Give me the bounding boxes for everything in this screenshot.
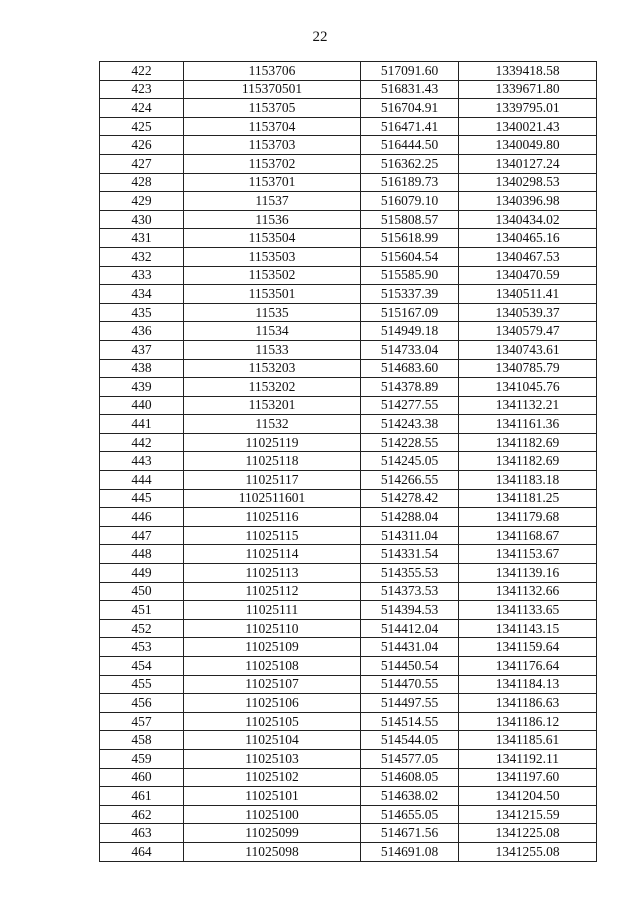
point-id-cell: 11025110 — [184, 619, 361, 638]
table-row — [100, 749, 597, 768]
y-coordinate-cell: 1341181.25 — [459, 489, 597, 508]
table-row — [100, 285, 597, 304]
table-row — [100, 619, 597, 638]
y-coordinate-cell: 1341161.36 — [459, 415, 597, 434]
table-row — [100, 210, 597, 229]
point-number-cell: 448 — [100, 545, 184, 564]
y-coordinate-cell: 1341255.08 — [459, 842, 597, 861]
point-number-cell: 428 — [100, 173, 184, 192]
x-coordinate-cell: 516189.73 — [361, 173, 459, 192]
x-coordinate-cell: 515337.39 — [361, 285, 459, 304]
point-id-cell: 11025116 — [184, 508, 361, 527]
y-coordinate-cell: 1340396.98 — [459, 192, 597, 211]
y-coordinate-cell: 1339795.01 — [459, 99, 597, 118]
y-coordinate-cell: 1339418.58 — [459, 62, 597, 81]
point-id-cell: 1153202 — [184, 378, 361, 397]
point-id-cell: 1153702 — [184, 154, 361, 173]
table-row — [100, 433, 597, 452]
table-row — [100, 303, 597, 322]
table-row — [100, 192, 597, 211]
point-number-cell: 432 — [100, 247, 184, 266]
x-coordinate-cell: 514733.04 — [361, 340, 459, 359]
point-number-cell: 444 — [100, 471, 184, 490]
point-number-cell: 463 — [100, 824, 184, 843]
point-number-cell: 437 — [100, 340, 184, 359]
y-coordinate-cell: 1341186.12 — [459, 712, 597, 731]
point-id-cell: 1153701 — [184, 173, 361, 192]
x-coordinate-cell: 514671.56 — [361, 824, 459, 843]
x-coordinate-cell: 516704.91 — [361, 99, 459, 118]
y-coordinate-cell: 1341215.59 — [459, 805, 597, 824]
point-id-cell: 11025113 — [184, 564, 361, 583]
point-id-cell: 1153201 — [184, 396, 361, 415]
y-coordinate-cell: 1341143.15 — [459, 619, 597, 638]
table-row — [100, 136, 597, 155]
point-id-cell: 11025099 — [184, 824, 361, 843]
x-coordinate-cell: 514266.55 — [361, 471, 459, 490]
point-id-cell: 1153705 — [184, 99, 361, 118]
point-number-cell: 457 — [100, 712, 184, 731]
x-coordinate-cell: 514683.60 — [361, 359, 459, 378]
y-coordinate-cell: 1341132.66 — [459, 582, 597, 601]
table-row — [100, 378, 597, 397]
point-id-cell: 11025112 — [184, 582, 361, 601]
y-coordinate-cell: 1340579.47 — [459, 322, 597, 341]
coordinates-table — [99, 61, 597, 862]
y-coordinate-cell: 1341182.69 — [459, 452, 597, 471]
x-coordinate-cell: 514577.05 — [361, 749, 459, 768]
y-coordinate-cell: 1339671.80 — [459, 80, 597, 99]
point-id-cell: 11025105 — [184, 712, 361, 731]
point-id-cell: 11025102 — [184, 768, 361, 787]
point-id-cell: 11534 — [184, 322, 361, 341]
point-number-cell: 427 — [100, 154, 184, 173]
point-number-cell: 441 — [100, 415, 184, 434]
point-number-cell: 434 — [100, 285, 184, 304]
point-number-cell: 453 — [100, 638, 184, 657]
point-number-cell: 422 — [100, 62, 184, 81]
point-id-cell: 11025101 — [184, 787, 361, 806]
point-id-cell: 1153203 — [184, 359, 361, 378]
y-coordinate-cell: 1340465.16 — [459, 229, 597, 248]
point-number-cell: 451 — [100, 601, 184, 620]
point-number-cell: 462 — [100, 805, 184, 824]
point-number-cell: 430 — [100, 210, 184, 229]
x-coordinate-cell: 516079.10 — [361, 192, 459, 211]
point-id-cell: 115370501 — [184, 80, 361, 99]
point-id-cell: 1102511601 — [184, 489, 361, 508]
x-coordinate-cell: 516831.43 — [361, 80, 459, 99]
table-row — [100, 768, 597, 787]
point-number-cell: 449 — [100, 564, 184, 583]
x-coordinate-cell: 514394.53 — [361, 601, 459, 620]
point-id-cell: 11025103 — [184, 749, 361, 768]
point-number-cell: 456 — [100, 694, 184, 713]
point-number-cell: 452 — [100, 619, 184, 638]
x-coordinate-cell: 515604.54 — [361, 247, 459, 266]
y-coordinate-cell: 1341179.68 — [459, 508, 597, 527]
y-coordinate-cell: 1341153.67 — [459, 545, 597, 564]
point-id-cell: 11025117 — [184, 471, 361, 490]
table-row — [100, 415, 597, 434]
point-number-cell: 445 — [100, 489, 184, 508]
table-row — [100, 489, 597, 508]
x-coordinate-cell: 514514.55 — [361, 712, 459, 731]
y-coordinate-cell: 1341185.61 — [459, 731, 597, 750]
point-id-cell: 11536 — [184, 210, 361, 229]
point-number-cell: 455 — [100, 675, 184, 694]
point-id-cell: 11025115 — [184, 526, 361, 545]
table-row — [100, 508, 597, 527]
table-row — [100, 712, 597, 731]
y-coordinate-cell: 1340511.41 — [459, 285, 597, 304]
table-row — [100, 731, 597, 750]
y-coordinate-cell: 1341183.18 — [459, 471, 597, 490]
table-row — [100, 675, 597, 694]
point-id-cell: 11532 — [184, 415, 361, 434]
x-coordinate-cell: 514331.54 — [361, 545, 459, 564]
table-row — [100, 340, 597, 359]
point-id-cell: 11025100 — [184, 805, 361, 824]
point-number-cell: 458 — [100, 731, 184, 750]
x-coordinate-cell: 514278.42 — [361, 489, 459, 508]
table-row — [100, 99, 597, 118]
x-coordinate-cell: 514655.05 — [361, 805, 459, 824]
point-id-cell: 11025118 — [184, 452, 361, 471]
y-coordinate-cell: 1340021.43 — [459, 117, 597, 136]
table-row — [100, 173, 597, 192]
x-coordinate-cell: 517091.60 — [361, 62, 459, 81]
point-id-cell: 11025114 — [184, 545, 361, 564]
x-coordinate-cell: 515618.99 — [361, 229, 459, 248]
table-row — [100, 359, 597, 378]
point-number-cell: 423 — [100, 80, 184, 99]
point-id-cell: 11025104 — [184, 731, 361, 750]
point-number-cell: 433 — [100, 266, 184, 285]
point-number-cell: 446 — [100, 508, 184, 527]
point-id-cell: 11025119 — [184, 433, 361, 452]
point-number-cell: 442 — [100, 433, 184, 452]
point-number-cell: 438 — [100, 359, 184, 378]
x-coordinate-cell: 514638.02 — [361, 787, 459, 806]
x-coordinate-cell: 514412.04 — [361, 619, 459, 638]
table-row — [100, 805, 597, 824]
point-number-cell: 424 — [100, 99, 184, 118]
x-coordinate-cell: 514378.89 — [361, 378, 459, 397]
table-row — [100, 322, 597, 341]
point-id-cell: 1153706 — [184, 62, 361, 81]
table-row — [100, 657, 597, 676]
x-coordinate-cell: 516471.41 — [361, 117, 459, 136]
x-coordinate-cell: 516444.50 — [361, 136, 459, 155]
table-row — [100, 638, 597, 657]
y-coordinate-cell: 1341192.11 — [459, 749, 597, 768]
point-id-cell: 11533 — [184, 340, 361, 359]
y-coordinate-cell: 1340785.79 — [459, 359, 597, 378]
point-number-cell: 425 — [100, 117, 184, 136]
table-row — [100, 229, 597, 248]
x-coordinate-cell: 514544.05 — [361, 731, 459, 750]
point-number-cell: 426 — [100, 136, 184, 155]
table-row — [100, 247, 597, 266]
y-coordinate-cell: 1340298.53 — [459, 173, 597, 192]
point-number-cell: 464 — [100, 842, 184, 861]
x-coordinate-cell: 515167.09 — [361, 303, 459, 322]
table-row — [100, 80, 597, 99]
point-id-cell: 11025098 — [184, 842, 361, 861]
point-id-cell: 11025106 — [184, 694, 361, 713]
y-coordinate-cell: 1341182.69 — [459, 433, 597, 452]
x-coordinate-cell: 514608.05 — [361, 768, 459, 787]
x-coordinate-cell: 514311.04 — [361, 526, 459, 545]
y-coordinate-cell: 1341159.64 — [459, 638, 597, 657]
y-coordinate-cell: 1341176.64 — [459, 657, 597, 676]
x-coordinate-cell: 514243.38 — [361, 415, 459, 434]
point-number-cell: 439 — [100, 378, 184, 397]
table-row — [100, 824, 597, 843]
y-coordinate-cell: 1341168.67 — [459, 526, 597, 545]
table-row — [100, 452, 597, 471]
point-id-cell: 1153501 — [184, 285, 361, 304]
point-number-cell: 460 — [100, 768, 184, 787]
y-coordinate-cell: 1340127.24 — [459, 154, 597, 173]
table-row — [100, 564, 597, 583]
y-coordinate-cell: 1340049.80 — [459, 136, 597, 155]
x-coordinate-cell: 514245.05 — [361, 452, 459, 471]
y-coordinate-cell: 1341132.21 — [459, 396, 597, 415]
x-coordinate-cell: 514450.54 — [361, 657, 459, 676]
point-id-cell: 1153504 — [184, 229, 361, 248]
point-id-cell: 11535 — [184, 303, 361, 322]
point-number-cell: 436 — [100, 322, 184, 341]
coordinates-table-body — [100, 62, 597, 862]
x-coordinate-cell: 514497.55 — [361, 694, 459, 713]
y-coordinate-cell: 1341197.60 — [459, 768, 597, 787]
y-coordinate-cell: 1341139.16 — [459, 564, 597, 583]
x-coordinate-cell: 514228.55 — [361, 433, 459, 452]
y-coordinate-cell: 1340539.37 — [459, 303, 597, 322]
x-coordinate-cell: 514431.04 — [361, 638, 459, 657]
point-number-cell: 459 — [100, 749, 184, 768]
x-coordinate-cell: 514949.18 — [361, 322, 459, 341]
table-row — [100, 471, 597, 490]
y-coordinate-cell: 1340743.61 — [459, 340, 597, 359]
x-coordinate-cell: 514373.53 — [361, 582, 459, 601]
y-coordinate-cell: 1341225.08 — [459, 824, 597, 843]
x-coordinate-cell: 515585.90 — [361, 266, 459, 285]
point-number-cell: 440 — [100, 396, 184, 415]
x-coordinate-cell: 514355.53 — [361, 564, 459, 583]
table-row — [100, 62, 597, 81]
table-row — [100, 154, 597, 173]
table-row — [100, 396, 597, 415]
table-row — [100, 266, 597, 285]
x-coordinate-cell: 514470.55 — [361, 675, 459, 694]
y-coordinate-cell: 1340467.53 — [459, 247, 597, 266]
point-id-cell: 11025109 — [184, 638, 361, 657]
point-id-cell: 1153502 — [184, 266, 361, 285]
point-number-cell: 429 — [100, 192, 184, 211]
point-id-cell: 1153503 — [184, 247, 361, 266]
table-row — [100, 526, 597, 545]
y-coordinate-cell: 1340470.59 — [459, 266, 597, 285]
table-row — [100, 582, 597, 601]
point-number-cell: 461 — [100, 787, 184, 806]
x-coordinate-cell: 515808.57 — [361, 210, 459, 229]
table-row — [100, 545, 597, 564]
x-coordinate-cell: 514691.08 — [361, 842, 459, 861]
point-id-cell: 11025108 — [184, 657, 361, 676]
point-id-cell: 11025111 — [184, 601, 361, 620]
table-row — [100, 787, 597, 806]
y-coordinate-cell: 1341133.65 — [459, 601, 597, 620]
x-coordinate-cell: 514288.04 — [361, 508, 459, 527]
point-number-cell: 431 — [100, 229, 184, 248]
point-id-cell: 1153704 — [184, 117, 361, 136]
y-coordinate-cell: 1341184.13 — [459, 675, 597, 694]
x-coordinate-cell: 514277.55 — [361, 396, 459, 415]
point-number-cell: 443 — [100, 452, 184, 471]
point-number-cell: 435 — [100, 303, 184, 322]
page-number: 22 — [312, 29, 328, 45]
table-row — [100, 842, 597, 861]
table-row — [100, 117, 597, 136]
y-coordinate-cell: 1341204.50 — [459, 787, 597, 806]
table-row — [100, 601, 597, 620]
point-id-cell: 11537 — [184, 192, 361, 211]
point-number-cell: 450 — [100, 582, 184, 601]
x-coordinate-cell: 516362.25 — [361, 154, 459, 173]
y-coordinate-cell: 1340434.02 — [459, 210, 597, 229]
table-row — [100, 694, 597, 713]
point-id-cell: 11025107 — [184, 675, 361, 694]
point-number-cell: 447 — [100, 526, 184, 545]
y-coordinate-cell: 1341045.76 — [459, 378, 597, 397]
point-id-cell: 1153703 — [184, 136, 361, 155]
point-number-cell: 454 — [100, 657, 184, 676]
y-coordinate-cell: 1341186.63 — [459, 694, 597, 713]
